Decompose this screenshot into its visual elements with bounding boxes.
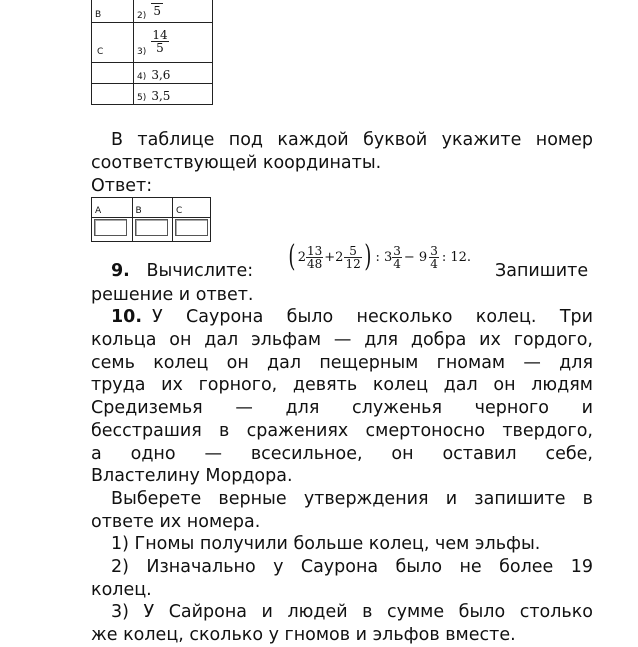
- q9-expression: ( 2 $\frac{13}{48}$ +2 $\frac{5}{12}$ ) : 3 $\frac{3}{4}$ − 9 $\frac{3}{4}$ : 12.: [288, 239, 472, 274]
- q10-option-3: 3) У Сайрона и людей в сумме было столько: [111, 602, 593, 622]
- table-cell-letter: [92, 84, 134, 105]
- q9-number: 9.: [111, 261, 130, 281]
- q10-prompt-line: ответе их номера.: [91, 512, 261, 532]
- answer-input-a[interactable]: [94, 219, 127, 236]
- answer-cell-a[interactable]: [92, 218, 133, 242]
- answer-table: [91, 197, 211, 242]
- instruction-line: соответствующей координаты.: [91, 153, 382, 173]
- answer-header-b: B: [132, 198, 173, 218]
- answer-input-c[interactable]: [175, 219, 208, 236]
- q10-line: а одно — всесильное, он оставил себе,: [91, 444, 593, 464]
- answer-header-a: A: [92, 198, 133, 218]
- q10-first-line: [111, 306, 593, 329]
- answer-header-c: C: [173, 198, 211, 218]
- q10-prompt-line: Выберете верные утверждения и запишите в: [111, 489, 593, 509]
- instruction-line: В таблице под каждой буквой укажите номер: [111, 130, 593, 150]
- q9-number-label: [111, 260, 253, 283]
- table-cell-value: 4) 3,6: [134, 63, 213, 84]
- q9-text: Вычислите:: [146, 261, 254, 281]
- answer-input-b[interactable]: [135, 219, 168, 236]
- fraction: $\frac{14}{5}$: [152, 28, 168, 55]
- q10-option-1: 1) Гномы получили больше колец, чем эльфы.: [111, 534, 541, 554]
- q10-number: 10.: [111, 307, 143, 327]
- answer-label: Ответ:: [91, 176, 153, 196]
- q9-line2: решение и ответ.: [91, 285, 254, 305]
- q10-line: Средиземья — для служенья черного и: [91, 398, 593, 418]
- q10-line: бесстрашия в сражениях смертоносно твердого,: [91, 421, 593, 441]
- q10-line: кольца он дал эльфам — для добра их гордого,: [91, 330, 593, 350]
- coordinates-table: [91, 0, 213, 105]
- q10-option-2: 2) Изначально у Саурона было не более 19: [111, 557, 593, 577]
- q10-line: Властелину Мордора.: [91, 466, 293, 486]
- table-cell-letter: B: [92, 0, 134, 23]
- q10-option-2-cont: колец.: [91, 580, 152, 600]
- table-cell-value: 5) 3,5: [134, 84, 213, 105]
- q10-line: семь колец он дал пещерным гномам — для: [91, 353, 593, 373]
- table-cell-letter: [92, 63, 134, 84]
- q10-line: труда их горного, девять колец дал он людям: [91, 375, 593, 395]
- answer-cell-c[interactable]: [173, 218, 211, 242]
- table-cell-value: 2) 5: [134, 0, 213, 23]
- table-cell-letter: C: [92, 23, 134, 63]
- q10-line: У Саурона было несколько колец. Три: [152, 307, 593, 327]
- answer-cell-b[interactable]: [132, 218, 173, 242]
- table-cell-value: 3) $\frac{14}{5}$: [134, 23, 213, 63]
- q10-option-3-cont: же колец, сколько у гномов и эльфов вместе.: [91, 625, 516, 645]
- q9-tail: Запишите: [495, 261, 589, 281]
